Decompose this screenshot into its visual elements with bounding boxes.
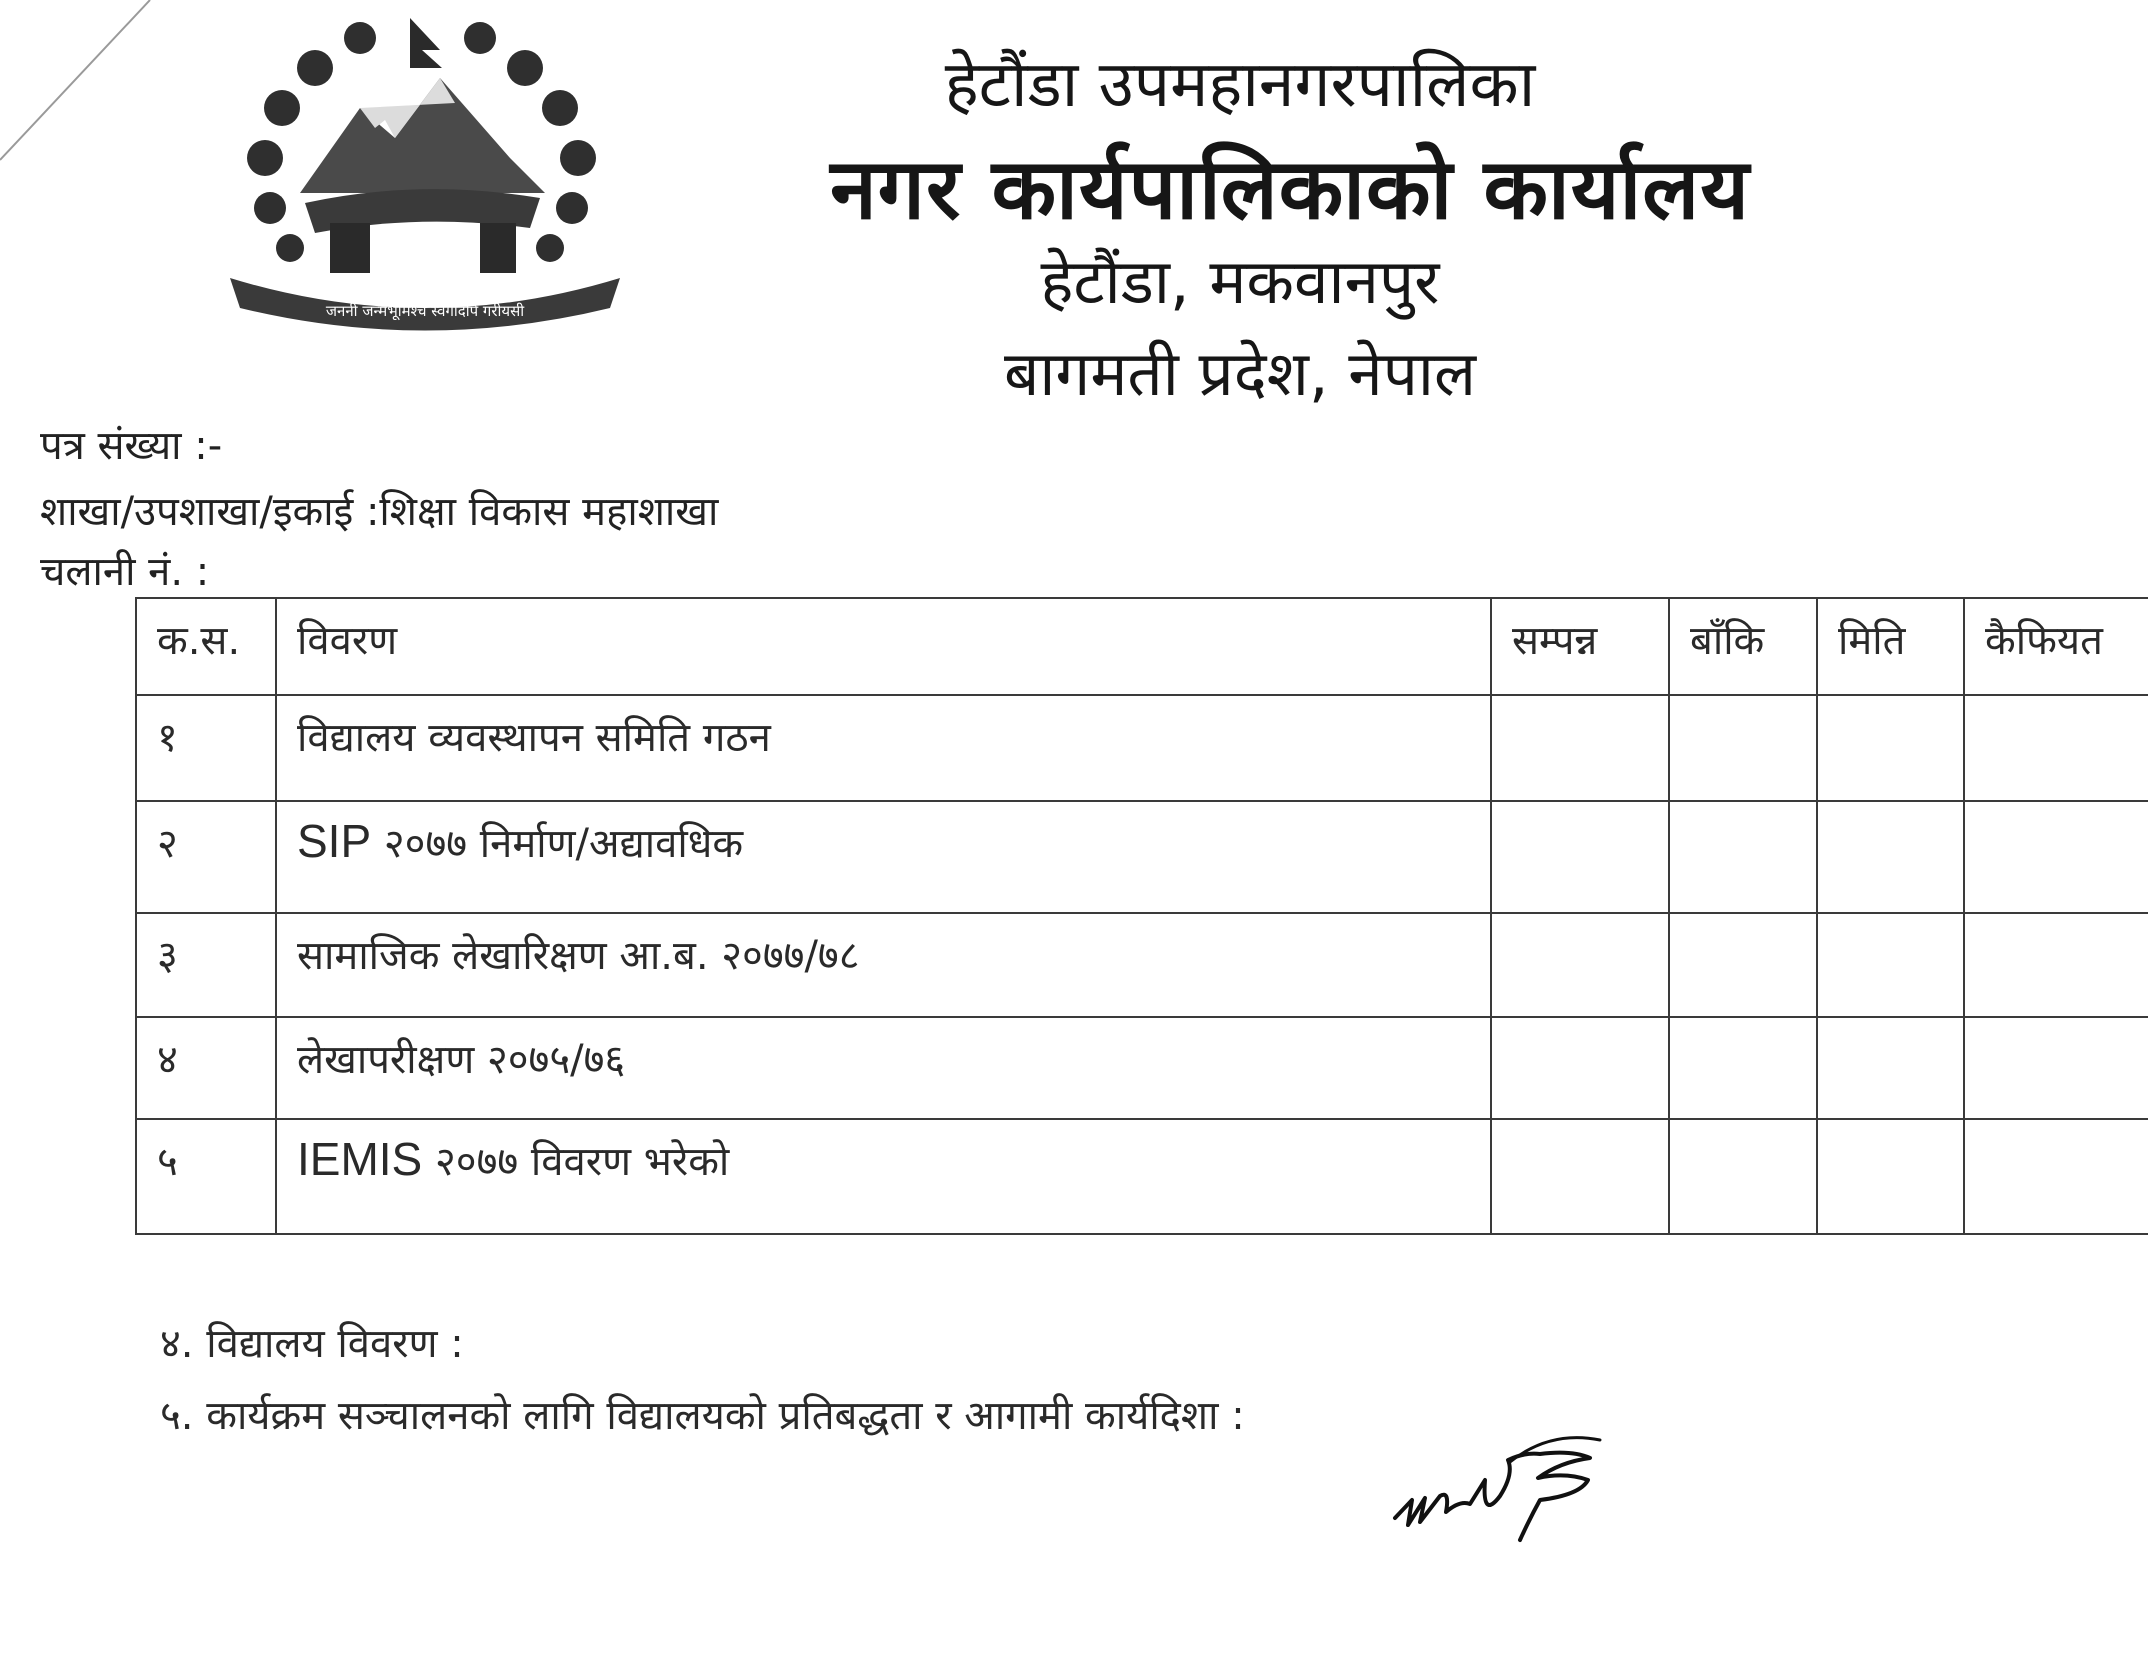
row-description-text: २०७७ विवरण भरेको [434,1139,730,1185]
row-sn: ४ [136,1017,276,1119]
municipality-name: हेटौंडा उपमहानगरपालिका [944,48,1536,122]
header-remaining: बाँकि [1669,598,1817,695]
row-description [276,913,1491,1017]
header-description: विवरण [276,598,1491,695]
row-completed-cell [1491,1017,1669,1119]
row-description-text: सामाजिक लेखारिक्षण आ.ब. २०७७/७८ [297,933,860,979]
table-header-row [136,598,2148,695]
row-sn: २ [136,801,276,913]
header-sn: क.स. [136,598,276,695]
row-description-text: विद्यालय व्यवस्थापन समिति गठन [297,715,771,761]
row-remaining-cell [1669,1119,1817,1234]
row-description [276,695,1491,801]
table-row [136,695,2148,801]
row-date-cell [1817,695,1964,801]
row-date-cell [1817,913,1964,1017]
row-date-cell [1817,801,1964,913]
row-remarks-cell [1964,695,2148,801]
header-completed: सम्पन्न [1491,598,1669,695]
scan-edge-mark [0,0,160,170]
commitment-label: ५. कार्यक्रम सञ्चालनको लागि विद्यालयको प्रतिबद्धता र आगामी कार्यदिशा : [160,1393,1245,1439]
row-description-latin: IEMIS [297,1133,423,1185]
row-remaining-cell [1669,801,1817,913]
nepal-coat-of-arms-icon [210,8,640,348]
table-row [136,913,2148,1017]
row-remarks-cell [1964,1119,2148,1234]
row-description [276,801,1491,913]
row-completed-cell [1491,913,1669,1017]
row-description-text: लेखापरीक्षण २०७५/७६ [297,1037,626,1083]
row-date-cell [1817,1017,1964,1119]
branch-line: शाखा/उपशाखा/इकाई :शिक्षा विकास महाशाखा [40,489,719,535]
row-description-latin: SIP [297,815,372,867]
row-description [276,1017,1491,1119]
row-remarks-cell [1964,801,2148,913]
header-remarks: कैफियत [1964,598,2148,695]
province-country: बागमती प्रदेश, नेपाल [1003,337,1477,410]
row-description-text: २०७७ निर्माण/अद्यावधिक [383,821,744,867]
school-details-label: ४. विद्यालय विवरण : [160,1321,464,1367]
table-row [136,1017,2148,1119]
office-name: नगर कार्यपालिकाको कार्यालय [830,140,1750,238]
progress-table [135,597,2148,1235]
dispatch-number: चलानी नं. : [40,549,210,595]
letter-number: पत्र संख्या :- [40,423,223,469]
row-remarks-cell [1964,1017,2148,1119]
svg-text:जननी जन्मभूमिश्च स्वर्गादपि गर: जननी जन्मभूमिश्च स्वर्गादपि गरीयसी [325,302,525,320]
row-completed-cell [1491,695,1669,801]
row-sn: १ [136,695,276,801]
row-remarks-cell [1964,913,2148,1017]
row-remaining-cell [1669,695,1817,801]
row-remaining-cell [1669,913,1817,1017]
row-sn: ५ [136,1119,276,1234]
row-completed-cell [1491,801,1669,913]
office-location: हेटौंडा, मकवानपुर [1040,245,1440,318]
table-row [136,801,2148,913]
table-row [136,1119,2148,1234]
row-completed-cell [1491,1119,1669,1234]
row-remaining-cell [1669,1017,1817,1119]
header-date: मिति [1817,598,1964,695]
handwritten-signature-icon [1390,1400,1610,1550]
row-description [276,1119,1491,1234]
row-sn: ३ [136,913,276,1017]
row-date-cell [1817,1119,1964,1234]
